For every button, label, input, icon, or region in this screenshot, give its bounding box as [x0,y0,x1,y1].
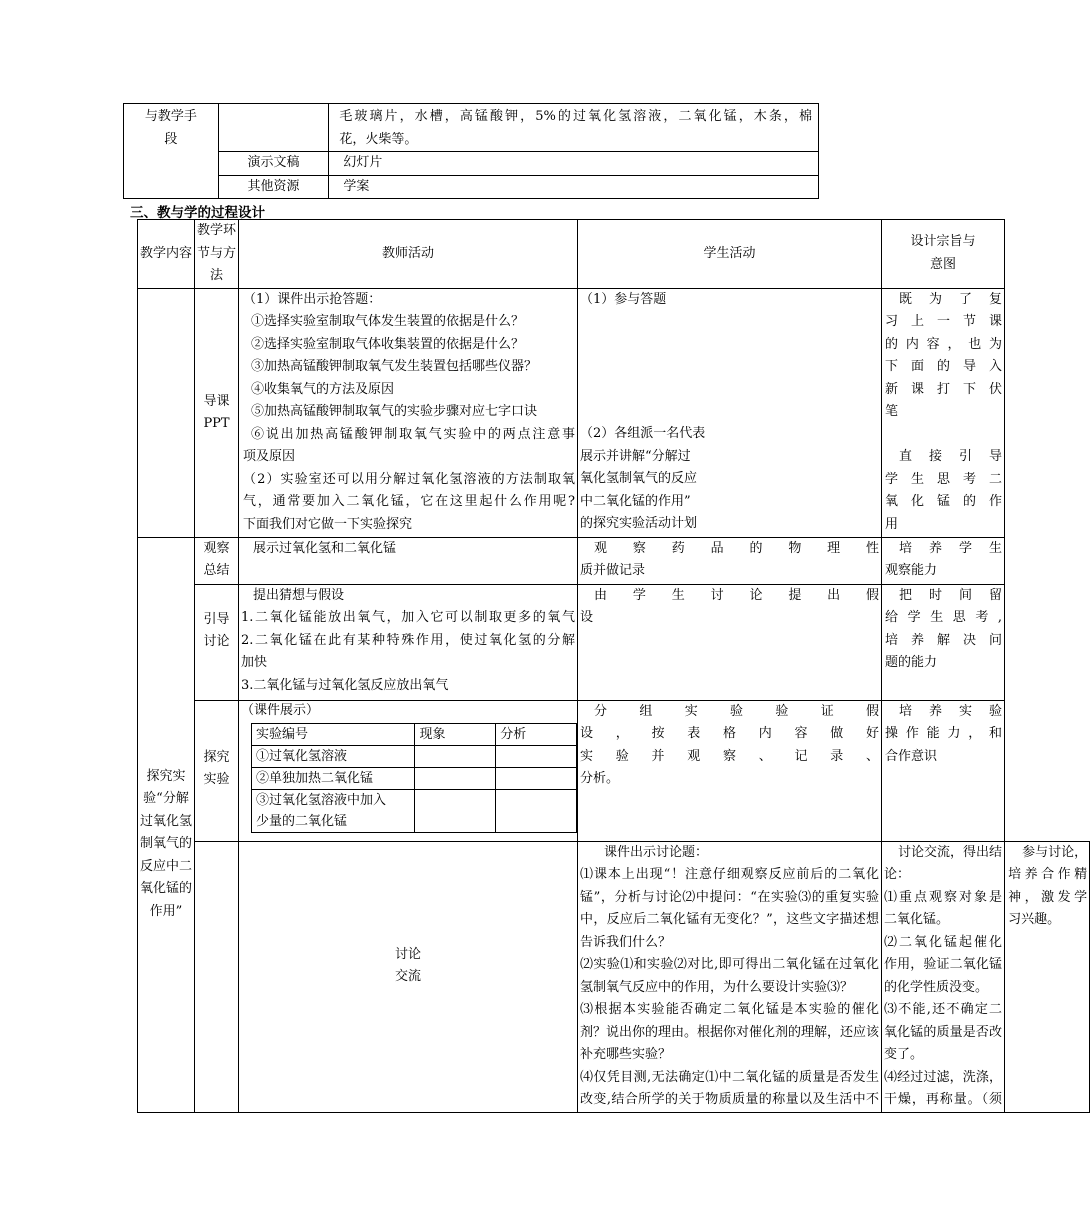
teacher-line: （课件展示） [241,702,320,718]
purpose-line: 培养实验 [899,703,1003,719]
student-line: （2）各组派一名代表 [580,426,706,441]
teacher-line: （2）实验室还可以用分解过氧化氢溶液的方法制取氧 [243,471,576,487]
resources-label-cell [124,104,219,199]
student-cell [882,841,1005,1112]
student-line: ⑵二氧化锰起催化 [884,934,1003,950]
method-cell [195,288,239,537]
purpose-line: 习上一节课 [885,314,1003,329]
student-line: ⑴重点观察对象是 [884,889,1003,905]
student-line: 展示并讲解“分解过 [580,448,691,464]
content-cell-empty [195,841,239,1112]
content-line: 验“分解 [143,791,189,807]
teacher-line: （1）课件出示抢答题： [243,291,382,307]
purpose-line: 习兴趣。 [1008,912,1061,927]
teacher-line: 提出猜想与假设 [253,587,345,603]
header-purpose-line: 设计宗旨与 [910,234,976,249]
student-line: 的化学性质没变。 [884,979,989,995]
teacher-cell [239,537,578,584]
purpose-line: 给学生思考, [885,610,1003,625]
teacher-line: 加快 [241,655,268,670]
table-row [138,700,1090,841]
header-purpose-line: 意图 [930,256,957,272]
experiment-cell [252,789,415,832]
resources-sub-cell [218,104,329,152]
sub-value: 幻灯片 [343,155,383,170]
content-cell-empty [138,288,195,537]
student-line: 氧化锰的质量是否改 [884,1024,1003,1040]
teacher-line: ⑵实验⑴和实验⑵对比,即可得出二氧化锰在过氧化 [580,957,880,972]
student-line: 氧化氢制氧气的反应 [580,471,698,486]
table-row [138,841,1090,1112]
table-row [124,104,819,152]
sub-value-cell [329,175,819,199]
purpose-line: 观察能力 [885,563,938,578]
purpose-cell [882,288,1005,537]
teacher-line: 告诉我们什么？ [580,934,672,950]
header-method-line: 节与方 [197,245,237,261]
materials-line: 毛玻璃片，水槽，高锰酸钾，5%的过氧化氢溶液，二氧化锰，木条，棉 [339,109,812,124]
teacher-line: 改变,结合所学的关于物质质量的称量以及生活中不 [580,1092,880,1107]
header-method-line: 教学环 [197,223,237,238]
resources-label-line: 与教学手 [144,109,197,124]
method-line: PPT [203,416,230,431]
content-cell [138,537,195,1112]
teacher-cell [239,288,578,537]
student-cell [578,700,882,841]
resources-label [126,104,216,151]
teacher-line: ⑶根据本实验能否确定二氧化锰是本实验的催化 [580,1002,880,1017]
student-cell [578,537,882,584]
experiment-table [251,723,577,833]
content-line: 制氧气的 [140,836,193,852]
student-line: 由学生讨论提出假 [594,587,880,603]
student-line: （1）参与答题 [580,291,667,307]
teacher-cell [239,584,578,700]
purpose-line: 培养解决问 [885,632,1003,648]
col-header-analysis: 分析 [496,723,577,745]
header-teacher-text: 教师活动 [382,245,435,261]
student-line: 质并做记录 [580,563,646,578]
teacher-line: 剂？说出你的理由。根据你对催化剂的理解，还应该 [580,1024,880,1040]
purpose-cell [882,537,1005,584]
teacher-line: 3.二氧化锰与过氧化氢反应放出氧气 [241,677,449,693]
method-line: 引导 [203,611,230,627]
purpose-line: 神，激发学 [1008,889,1088,905]
student-line: ⑶不能,还不确定二 [884,1002,1003,1017]
teacher-line: ②选择实验室制取气体收集装置的依据是什么？ [251,336,525,352]
table-row [124,152,819,176]
experiment-cell: ①过氧化氢溶液 [252,745,415,767]
student-line: 的探究实验活动计划 [580,516,698,531]
header-purpose [882,220,1005,289]
phenomenon-cell [415,767,496,789]
teacher-line: 展示过氧化氢和二氧化锰 [253,540,397,556]
method-line: 导课 [203,393,230,409]
col-header-phenomenon: 现象 [415,723,496,745]
teacher-line: 项及原因 [243,449,296,464]
teacher-line: ⑤加热高锰酸钾制取氧气的实验步骤对应七字口诀 [251,404,538,419]
student-line: 作用，验证二氧化锰 [884,957,1003,972]
teacher-line: 课件出示讨论题： [604,844,709,860]
sub-label-cell [218,152,329,176]
sub-value: 学案 [343,178,370,194]
header-student-text: 学生活动 [703,245,756,261]
purpose-line: 新课打下伏 [885,381,1003,397]
teacher-line: ⑥说出加热高锰酸钾制取氧气实验中的两点注意事 [251,426,576,442]
student-line: 二氧化锰。 [884,912,950,927]
method-line: 交流 [395,969,422,984]
method-line: 总结 [203,563,230,578]
purpose-line: 的内容，也为 [885,336,1003,352]
table-row [252,745,577,767]
table-header-row [252,723,577,745]
table-row [252,789,577,832]
purpose-line: 参与讨论， [1022,844,1088,860]
table-header-row [138,220,1090,289]
resources-table [123,103,819,199]
purpose-line: 用 [885,516,899,532]
student-line: 中二氧化锰的作用” [580,493,691,509]
teacher-line: 2.二氧化锰在此有某种特殊作用，使过氧化氢的分解 [241,632,576,648]
content-line: 反应中二 [140,858,193,874]
method-line: 观察 [203,540,230,556]
purpose-line: 笔 [885,404,899,419]
student-cell [578,584,882,700]
student-line: 实验并观察、记录、 [580,748,880,764]
student-line: 变了。 [884,1047,924,1062]
purpose-line: 合作意识 [885,748,938,764]
phenomenon-cell [415,789,496,832]
col-header-id: 实验编号 [252,723,415,745]
content-line: 氧化锰的 [140,881,193,897]
header-method-line: 法 [210,268,224,283]
method-line: 探究 [203,749,230,765]
phenomenon-cell [415,745,496,767]
method-line: 讨论 [203,634,230,649]
method-cell [195,584,239,700]
header-content-text: 教学内容 [140,245,193,261]
teacher-cell [578,841,882,1112]
purpose-cell [1005,841,1090,1112]
header-method [195,220,239,289]
purpose-line: 氧化锰的作 [885,494,1003,509]
table-row [138,288,1090,537]
method-line: 讨论 [395,946,422,962]
teacher-line: ③加热高锰酸钾制取氧气发生装置包括哪些仪器？ [251,359,538,374]
purpose-line: 题的能力 [885,655,938,670]
experiment-cell: ②单独加热二氧化锰 [252,767,415,789]
purpose-cell [882,584,1005,700]
teacher-line: 下面我们对它做一下实验探究 [243,516,413,532]
purpose-line: 培养学生 [899,540,1003,556]
experiment-line: 少量的二氧化锰 [256,813,348,829]
sub-label: 演示文稿 [247,155,300,170]
analysis-cell [496,789,577,832]
spacer [885,424,1002,447]
method-cell [239,841,578,1112]
student-line: 设，按表格内容做好 [580,726,880,741]
student-line: 分析。 [580,771,620,786]
teacher-cell [239,700,578,841]
teacher-line: ⑴课本上出现“！注意仔细观察反应前后的二氧化 [580,867,880,882]
teacher-line: ①选择实验室制取气体发生装置的依据是什么？ [251,314,525,329]
purpose-line: 既为了复 [899,291,1003,307]
materials-line: 花，火柴等。 [339,131,418,147]
student-line: 论： [884,867,911,882]
student-cell [578,288,882,537]
analysis-cell [496,745,577,767]
student-line: 干燥，再称量。（须 [884,1092,1003,1107]
purpose-line: 直接引导 [899,449,1003,464]
student-line: ⑷经过过滤，洗涤， [884,1069,1003,1085]
experiment-line: ③过氧化氢溶液中加入 [256,792,387,808]
table-row [252,767,577,789]
purpose-line: 操作能力，和 [885,726,1003,741]
teacher-line: 锰”，分析与讨论⑵中提问：“在实验⑶的重复实验 [580,889,880,905]
student-line: 分组实验验证假 [594,703,880,719]
header-student [578,220,882,289]
table-row [124,175,819,199]
sub-value-cell [329,152,819,176]
method-line: 实验 [203,772,230,787]
spacer [580,311,879,423]
teacher-line: ④收集氧气的方法及原因 [251,381,395,397]
analysis-cell [496,767,577,789]
purpose-cell [882,700,1005,841]
purpose-line: 把时间留 [899,587,1003,603]
method-cell [195,700,239,841]
student-line: 观察药品的物理性 [594,540,880,556]
teacher-line: ⑷仅凭目测,无法确定⑴中二氧化锰的质量是否发生 [580,1069,880,1085]
resources-label-line: 段 [164,131,178,147]
content-line: 过氧化氢 [140,813,193,829]
sub-label-cell [218,175,329,199]
teacher-line: 补充哪些实验？ [580,1047,672,1062]
purpose-line: 学生思考二 [885,471,1003,487]
sub-label: 其他资源 [247,178,300,194]
teacher-line: 氢制氧气反应中的作用，为什么要设计实验⑶？ [580,979,854,995]
content-line: 探究实 [146,768,186,784]
content-line: 作用” [149,903,183,919]
purpose-line: 培养合作精 [1008,867,1088,882]
table-row [138,537,1090,584]
header-teacher [239,220,578,289]
teacher-line: 气，通常要加入二氧化锰，它在这里起什么作用呢? [243,494,576,509]
method-cell [195,537,239,584]
student-line: 讨论交流，得出结 [898,844,1003,860]
purpose-line: 下面的导入 [885,359,1003,374]
student-line: 设 [580,610,594,625]
table-row [138,584,1090,700]
teacher-line: 1.二氧化锰能放出氧气，加入它可以制取更多的氧气 [241,610,576,625]
section-heading: 三、教与学的过程设计 [130,205,265,221]
process-design-table [137,219,1090,1113]
teacher-line: 中，反应后二氧化锰有无变化？”，这些文字描述想 [580,912,880,927]
header-content [138,220,195,289]
materials-cell [329,104,819,152]
